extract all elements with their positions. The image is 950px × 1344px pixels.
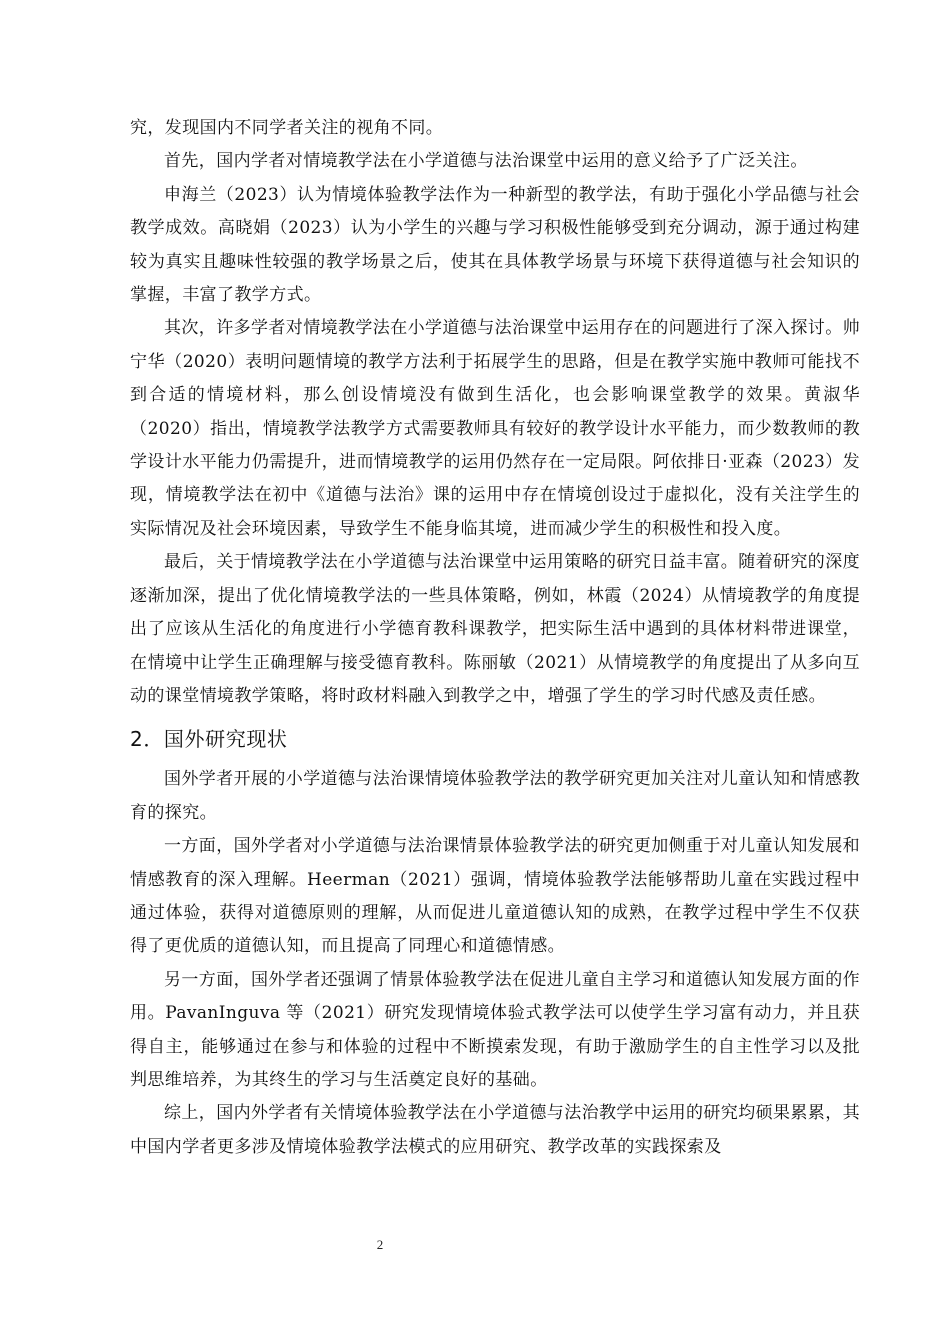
paragraph-summary: 综上，国内外学者有关情境体验教学法在小学道德与法治教学中运用的研究均硕果累累，其中国内学者更多涉及情境体验教学法模式的应用研究、教学改革的实践探索及 <box>130 1103 860 1157</box>
paragraph-first-point: 首先，国内学者对情境教学法在小学道德与法治课堂中运用的意义给予了广泛关注。 <box>164 151 808 172</box>
paragraph-problems: 其次，许多学者对情境教学法在小学道德与法治课堂中运用存在的问题进行了深入探讨。帅宁华（2020）表明问题情境的教学方法利于拓展学生的思路，但是在教学实施中教师可能找不到合适的情境材料，那么创设情境没有做到生活化，也会影响课堂教学的效果。黄淑华（2020）指出，情境教学法教学方式需要教师具有较好的教学设计水平能力，而少数教师的教学设计水平能力仍需提升，进而情境教学的运用仍然存在一定局限。阿依排日·亚森（2023）发现，情境教学法在初中《道德与法治》课的运用中存在情境创设过于虚拟化，没有关注学生的实际情况及社会环境因素，导致学生不能身临其境，进而减少学生的积极性和投入度。 <box>130 318 860 539</box>
page-body <box>130 112 860 1164</box>
paragraph-foreign-intro: 国外学者开展的小学道德与法治课情境体验教学法的教学研究更加关注对儿童认知和情感教育的探究。 <box>130 769 860 823</box>
paragraph-foreign-cognition: 一方面，国外学者对小学道德与法治课情景体验教学法的研究更加侧重于对儿童认知发展和情感教育的深入理解。Heerman（2021）强调，情境体验教学法能够帮助儿童在实践过程中通过体验，获得对道德原则的理解，从而促进儿童道德认知的成熟，在教学过程中学生不仅获得了更优质的道德认知，而且提高了同理心和道德情感。 <box>130 836 860 957</box>
page-number: 2 <box>376 1237 384 1252</box>
paragraph-strategies: 最后，关于情境教学法在小学道德与法治课堂中运用策略的研究日益丰富。随着研究的深度逐渐加深，提出了优化情境教学法的一些具体策略，例如，林霞（2024）从情境教学的角度提出了应该从生活化的角度进行小学德育教科课教学，把实际生活中遇到的具体材料带进课堂，在情境中让学生正确理解与接受德育教科。陈丽敏（2021）从情境教学的角度提出了从多向互动的课堂情境教学策略，将时政材料融入到教学之中，增强了学生的学习时代感及责任感。 <box>130 552 860 706</box>
paragraph-significance: 申海兰（2023）认为情境体验教学法作为一种新型的教学法，有助于强化小学品德与社会教学成效。高晓娟（2023）认为小学生的兴趣与学习积极性能够受到充分调动，源于通过构建较为真实且趣味性较强的教学场景之后，使其在具体教学场景与环境下获得道德与社会知识的掌握，丰富了教学方式。 <box>130 184 860 306</box>
paragraph-foreign-autonomy: 另一方面，国外学者还强调了情景体验教学法在促进儿童自主学习和道德认知发展方面的作用。PavanInguva 等（2021）研究发现情境体验式教学法可以使学生学习富有动力，并且获得自主，能够通过在参与和体验的过程中不断摸索发现，有助于激励学生的自主性学习以及批判思维培养，为其终生的学习与生活奠定良好的基础。 <box>130 969 860 1090</box>
paragraph-continuation: 究，发现国内不同学者关注的视角不同。 <box>130 118 444 138</box>
section-heading: 2．国外研究现状 <box>130 727 288 752</box>
